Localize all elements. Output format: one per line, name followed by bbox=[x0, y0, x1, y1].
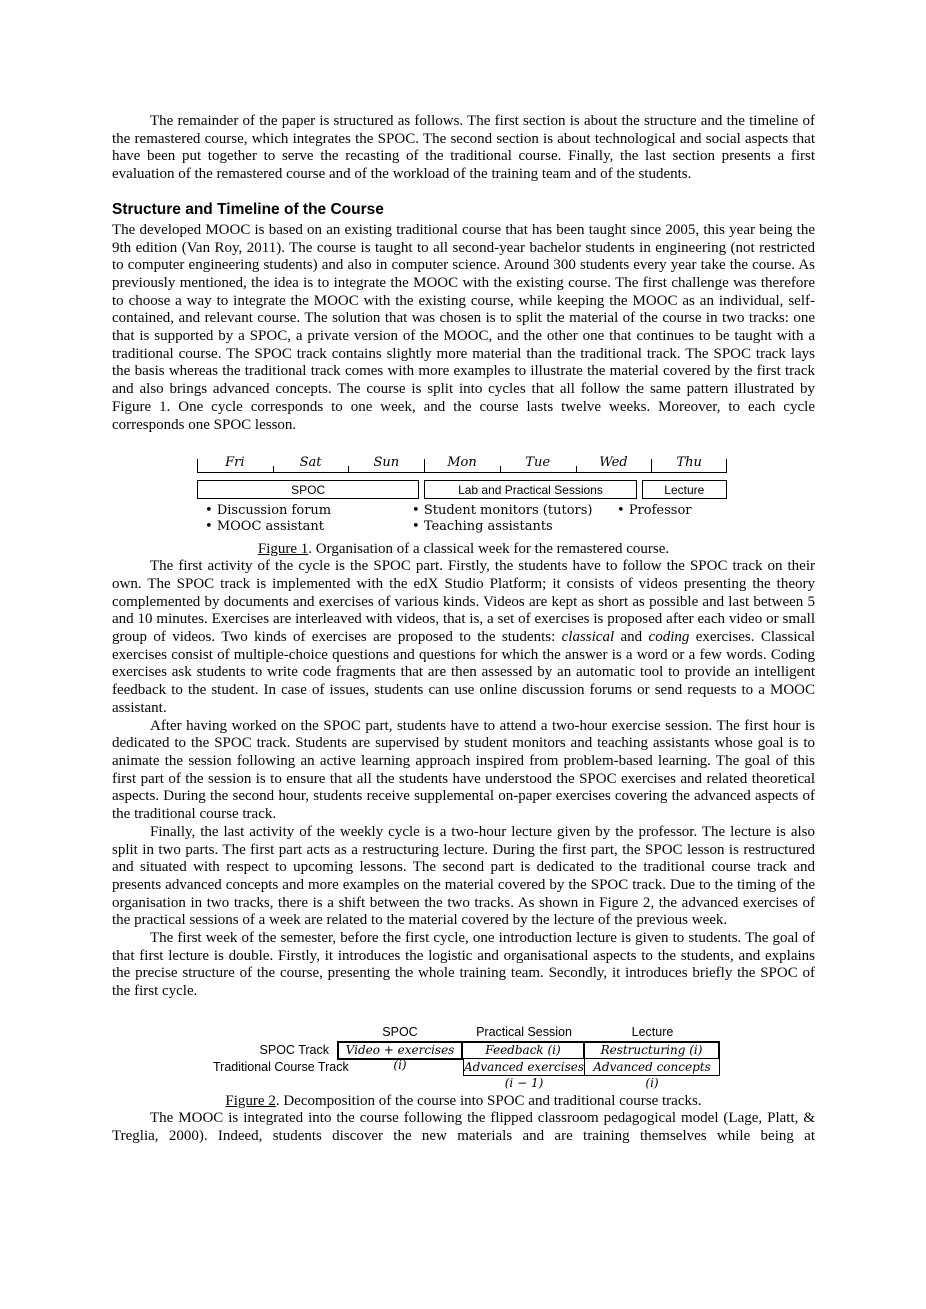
bullet-group-lecture bbox=[617, 503, 692, 519]
paragraph-first-week: The first week of the semester, before the first cycle, one introduction lecture is given to students. The goal of that first lecture is double. Firstly, it introduces the logistic and organisational aspects to the students, and explains the precise structure of the course, presenting the whole training team. Secondly, it introduces briefly the SPOC of the first cycle. bbox=[112, 930, 815, 1000]
block-lecture: Lecture bbox=[642, 480, 727, 499]
text-segment-italic: coding bbox=[648, 629, 690, 646]
column-header-spoc: SPOC bbox=[382, 1024, 418, 1039]
ruler-tick bbox=[424, 459, 425, 472]
day-label-sun: Sun bbox=[373, 455, 400, 471]
bullet-group-spoc bbox=[205, 503, 331, 534]
figure2-caption-text: . Decomposition of the course into SPOC and traditional course tracks. bbox=[275, 1092, 702, 1109]
paragraph-intro: The remainder of the paper is structured as follows. The first section is about the structure and the timeline of the remastered course, which integrates the SPOC. The second section is about technological and social aspects that have been put together to serve the recasting of the traditional course. Finally, the last section presents a first evaluation of the remastered course and of the workload of the training team and of the students. bbox=[112, 113, 815, 183]
cell-feedback: Feedback (i) bbox=[461, 1041, 585, 1060]
header-spacer bbox=[213, 1025, 337, 1041]
block-spoc: SPOC bbox=[197, 480, 419, 499]
day-label-wed: Wed bbox=[599, 455, 628, 471]
row-label-spoc-track: SPOC Track bbox=[259, 1042, 329, 1057]
cell-advanced-concepts: Advanced concepts (i) bbox=[584, 1058, 720, 1076]
ruler-tick bbox=[651, 459, 652, 472]
figure2-track-table bbox=[213, 1024, 723, 1090]
block-lab-practical-sessions: Lab and Practical Sessions bbox=[424, 480, 636, 499]
figure2-header-row bbox=[213, 1025, 723, 1041]
bullet-item: • Student monitors (tutors) bbox=[412, 503, 593, 519]
cell-video-exercises: Video + exercises (i) bbox=[337, 1041, 463, 1060]
text-segment-italic: classical bbox=[561, 629, 615, 646]
paragraph-lecture: Finally, the last activity of the weekly cycle is a two-hour lecture given by the professor. The lecture is also split in two parts. The first part acts as a restructuring lecture. During the first part, the SPOC lesson is restructured and situated with respect to upcoming lessons. The second part is dedicated to the traditional course track and presents advanced concepts and more examples on the material covered by the SPOC track. Due to the timing of the organisation in two tracks, there is a shift between the two tracks. As shown in Figure 2, the advanced exercises of the practical sessions of a week are related to the material covered by the lecture of the previous week. bbox=[112, 823, 815, 929]
figure1-caption-label: Figure 1 bbox=[257, 541, 309, 558]
figure1-day-ruler bbox=[197, 455, 727, 473]
figure1-caption bbox=[112, 541, 815, 558]
column-header-lecture: Lecture bbox=[631, 1024, 674, 1039]
figure2-row-traditional-track bbox=[213, 1058, 723, 1090]
figure1-staff-bullets bbox=[197, 503, 727, 537]
text-segment: and bbox=[614, 629, 649, 646]
paragraph-exercise-session: After having worked on the SPOC part, students have to attend a two-hour exercise session. The first hour is dedicated to the SPOC track. Students are supervised by student monitors and teaching assistants whose goal is to animate the session following an active learning approach inspired from problem-based learning. The goal of this first part of the session is to ensure that all the students have understood the SPOC exercises and related theoretical aspects. During the second hour, students receive supplemental on-paper exercises covering the advanced aspects of the traditional course track. bbox=[112, 717, 815, 823]
day-label-fri: Fri bbox=[225, 455, 245, 471]
paragraph-spoc-activity bbox=[112, 558, 815, 717]
bullet-item: • Teaching assistants bbox=[412, 519, 593, 535]
bullet-item: • MOOC assistant bbox=[205, 519, 331, 535]
figure1-activity-blocks bbox=[197, 480, 727, 499]
ruler-tick bbox=[197, 459, 198, 472]
cell-advanced-exercises: Advanced exercises (i − 1) bbox=[464, 1059, 585, 1090]
figure2-caption-label: Figure 2 bbox=[225, 1092, 276, 1109]
section-heading: Structure and Timeline of the Course bbox=[112, 200, 384, 218]
cell-restructuring: Restructuring (i) bbox=[583, 1041, 720, 1060]
paragraph-course-overview: The developed MOOC is based on an existing traditional course that has been taught since 2005, this year being the 9th edition (Van Roy, 2011). The course is taught to all second-year bachelor students in engineering (not restricted to computer engineering students) and also in computer science. Around 300 students every year take the course. As previously mentioned, the idea is to integrate the MOOC with the existing course. The first challenge was therefore to choose a way to integrate the MOOC with the existing course, while keeping the MOOC as an individual, self-contained, and relevant course. The solution that was chosen is to split the material of the course in two tracks: one that is supported by a SPOC, a private version of the MOOC, and the other one that continues to be taught with a traditional course. The SPOC track contains slightly more material than the traditional track. The SPOC track lays the basis whereas the traditional track comes with more examples to illustrate the material covered by the first track and also brings advanced concepts. The course is split into cycles that all follow the same pattern illustrated by Figure 1. One cycle corresponds to one week, and the course lasts twelve weeks. Moreover, to each cycle corresponds one SPOC lesson. bbox=[112, 221, 815, 433]
bullet-group-lab bbox=[412, 503, 593, 534]
figure1-caption-text: . Organisation of a classical week for the remastered course. bbox=[308, 541, 670, 558]
day-label-mon: Mon bbox=[447, 455, 477, 471]
bullet-item: • Professor bbox=[617, 503, 692, 519]
text-segment: exercises. Classical exercises consist of multiple-choice questions and questions for which the answer is a word or a few words. Coding exercises ask students to write code fragments that are then assessed by an automatic tool to provide an intelligent feedback to the student. In case of issues, students can use online discussion forums or send requests to a MOOC assistant. bbox=[112, 629, 815, 716]
cell-empty bbox=[337, 1058, 463, 1076]
text-segment: The first activity of the cycle is the SPOC part. Firstly, the students have to follow the SPOC track on their own. The SPOC track is implemented with the edX Studio Platform; it consists of videos presenting the theory complemented by documents and exercises of various kinds. Videos are kept as short as possible and last between 5 and 10 minutes. Exercises are interleaved with videos, that is, a set of exercises is proposed after each video or small group of videos. Two kinds of exercises are proposed to the students: bbox=[112, 558, 815, 646]
ruler-tick bbox=[500, 466, 501, 472]
day-label-tue: Tue bbox=[525, 455, 551, 471]
figure2-caption bbox=[112, 1093, 815, 1110]
figure1-week-diagram bbox=[197, 455, 727, 537]
column-header-practical-session: Practical Session bbox=[476, 1024, 572, 1039]
ruler-tick bbox=[726, 459, 727, 472]
row-label-traditional-course-track: Traditional Course Track bbox=[213, 1059, 349, 1074]
ruler-tick bbox=[576, 466, 577, 472]
ruler-tick bbox=[273, 466, 274, 472]
paragraph-flipped-classroom: The MOOC is integrated into the course following the flipped classroom pedagogical model (Lage, Platt, & Treglia, 2000). Indeed, students discover the new materials and are training themselves while being at bbox=[112, 1109, 815, 1144]
ruler-tick bbox=[348, 466, 349, 472]
bullet-item: • Discussion forum bbox=[205, 503, 331, 519]
day-label-sat: Sat bbox=[299, 455, 322, 471]
day-label-thu: Thu bbox=[676, 455, 702, 471]
paper-page bbox=[112, 0, 815, 1145]
